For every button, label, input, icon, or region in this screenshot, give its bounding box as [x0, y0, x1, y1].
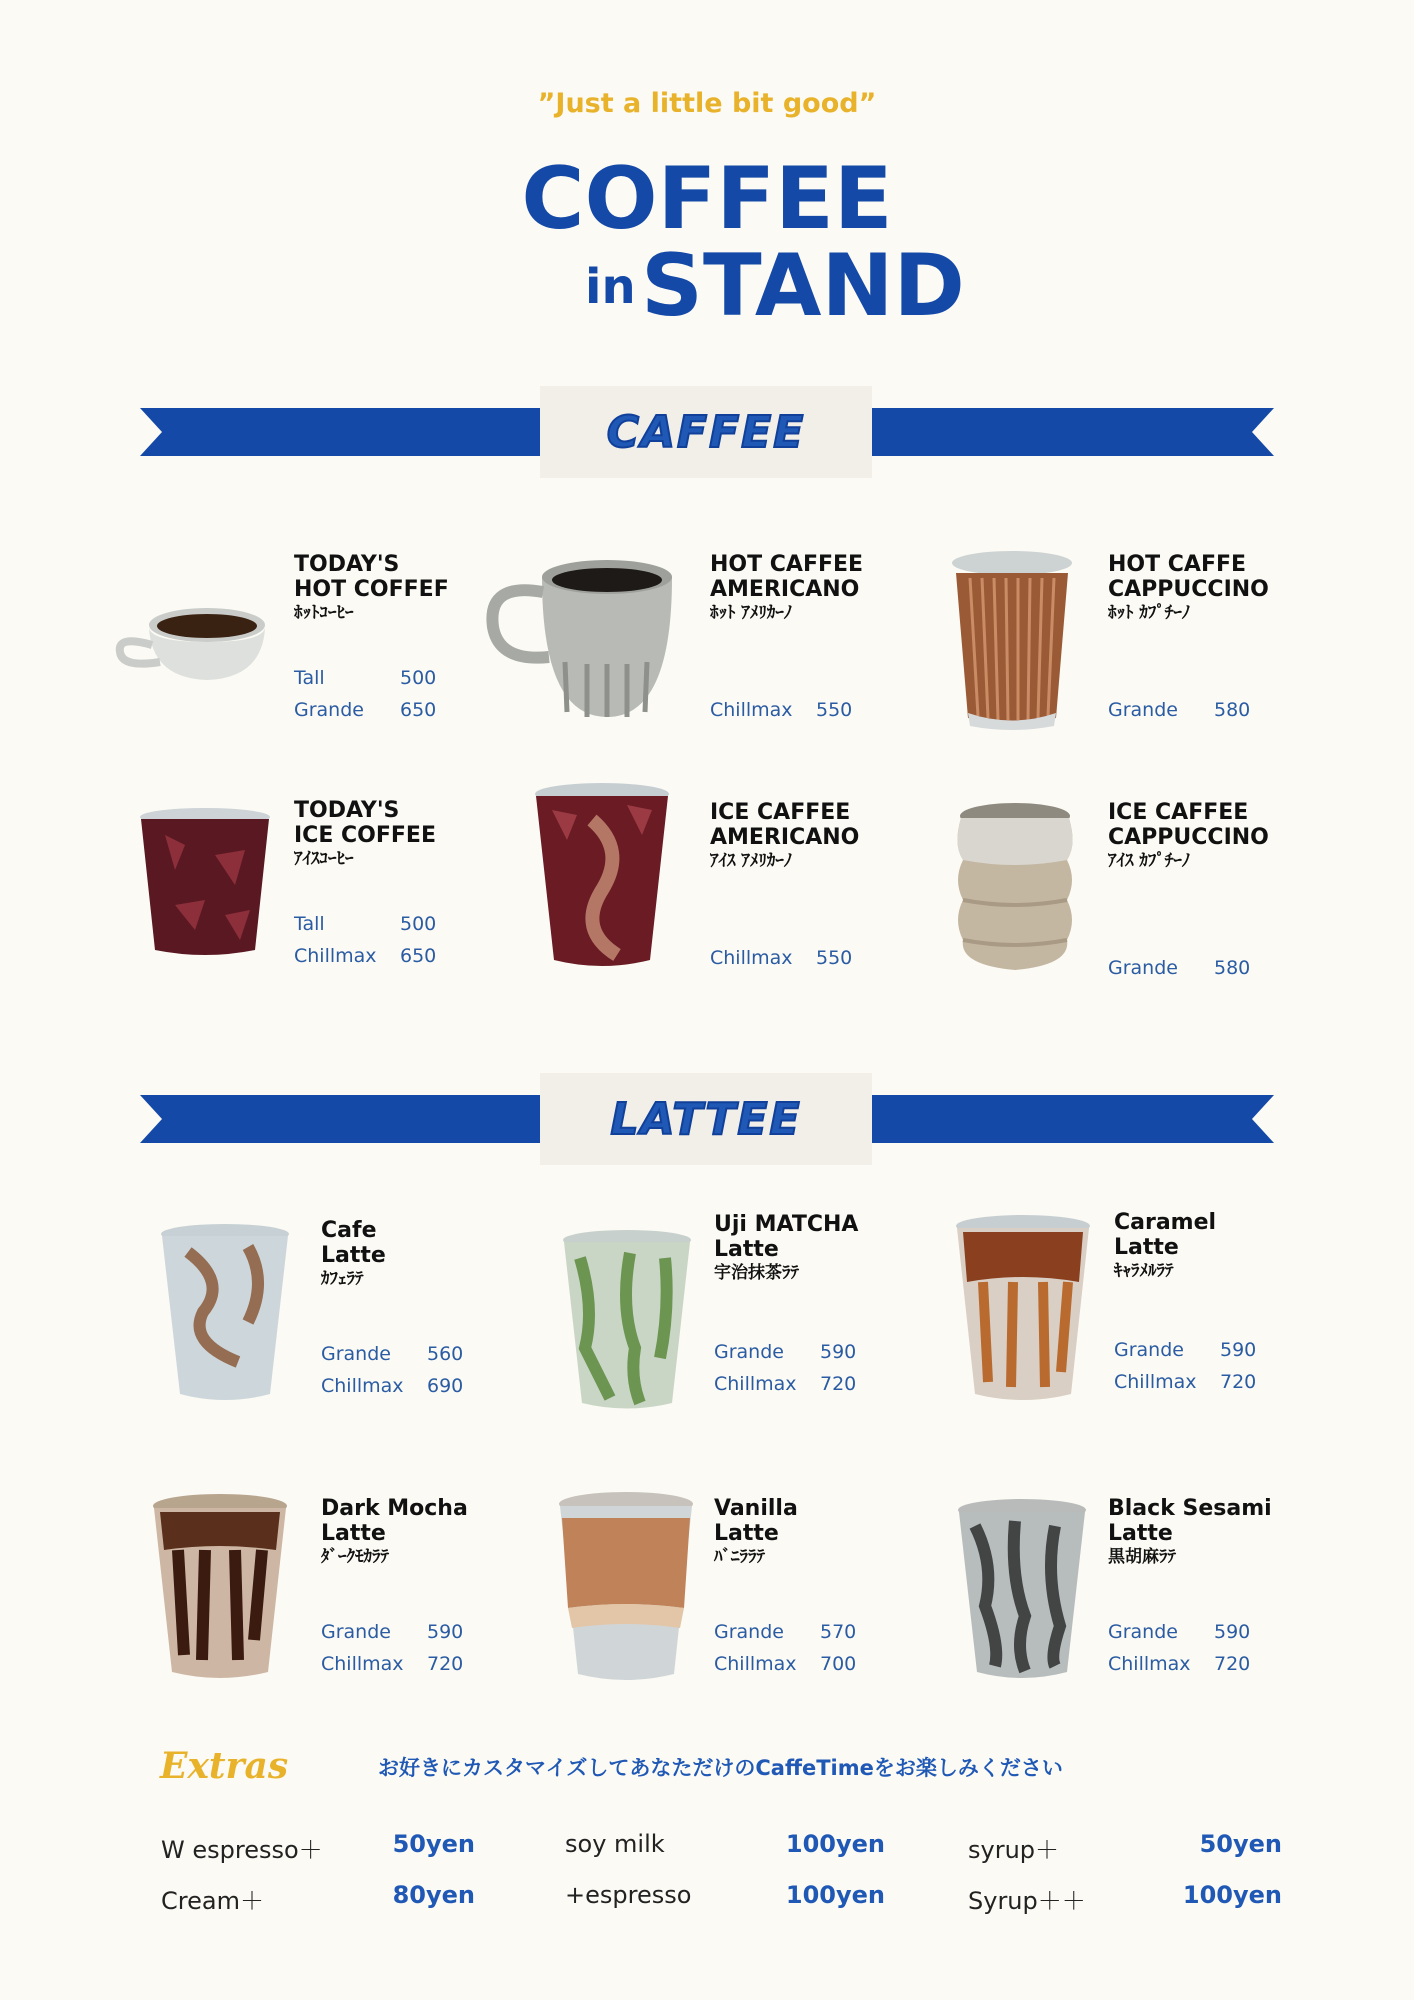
size-label: Tall — [294, 913, 325, 935]
size-label: Grande — [1114, 1339, 1184, 1361]
item-name-jp: ﾊﾞﾆﾗﾗﾃ — [714, 1547, 765, 1567]
size-label: Chillmax — [321, 1375, 404, 1397]
price-row — [1108, 694, 1278, 726]
caramel-latte-cup-icon — [953, 1212, 1093, 1408]
lattee-banner — [140, 1073, 1274, 1173]
size-label: Chillmax — [294, 945, 377, 967]
price-row — [1108, 952, 1278, 984]
vanilla-latte-cup-icon — [556, 1488, 696, 1688]
logo-line2: STAND — [641, 236, 965, 336]
item-name: HOT CAFFEE AMERICANO — [710, 552, 864, 602]
menu-item-todays-ice-coffee — [294, 798, 464, 972]
extra-name: W espresso＋ — [161, 1836, 323, 1864]
price-value: 550 — [816, 699, 853, 721]
price-value: 690 — [427, 1375, 464, 1397]
size-label: Grande — [1108, 957, 1178, 979]
extra-name: Syrup＋＋ — [968, 1887, 1086, 1915]
size-label: Grande — [1108, 1621, 1178, 1643]
size-label: Chillmax — [1114, 1371, 1197, 1393]
menu-item-ice-caffee-cappuccino — [1108, 800, 1278, 984]
extra-name: Cream＋ — [161, 1887, 264, 1915]
item-name-jp: ｱｲｽ ｱﾒﾘｶｰﾉ — [710, 851, 793, 871]
tagline: ”Just a little bit good” — [537, 88, 877, 119]
price-value: 560 — [427, 1343, 464, 1365]
price-value: 720 — [1220, 1371, 1257, 1393]
price-value: 700 — [820, 1653, 857, 1675]
extra-name: +espresso — [565, 1881, 692, 1909]
price-row — [294, 940, 464, 972]
mocha-latte-cup-icon — [150, 1490, 290, 1686]
menu-item-vanilla-latte — [714, 1496, 884, 1680]
iced-americano-cup-icon — [532, 780, 672, 974]
size-label: Chillmax — [710, 947, 793, 969]
menu-item-dark-mocha-latte — [321, 1496, 491, 1680]
price-row — [1114, 1366, 1284, 1398]
price-value: 500 — [400, 913, 437, 935]
price-value: 570 — [820, 1621, 857, 1643]
menu-item-caramel-latte — [1114, 1210, 1284, 1398]
price-value: 590 — [427, 1621, 464, 1643]
price-value: 650 — [400, 699, 437, 721]
size-label: Grande — [714, 1341, 784, 1363]
iced-coffee-cup-icon — [135, 805, 275, 964]
size-label: Grande — [1108, 699, 1178, 721]
item-name: Cafe Latte — [321, 1218, 386, 1268]
bubble-glass-icon — [955, 800, 1075, 979]
item-name: ICE CAFFEE CAPPUCCINO — [1108, 800, 1269, 850]
hot-coffee-cup-icon — [112, 590, 272, 694]
size-label: Grande — [321, 1621, 391, 1643]
extra-price: 50yen — [1199, 1830, 1282, 1858]
extras-title: Extras — [160, 1745, 289, 1787]
caffee-section-title: CAFFEE — [606, 406, 806, 458]
price-row — [710, 942, 880, 974]
sesame-latte-cup-icon — [955, 1496, 1090, 1686]
price-value: 720 — [427, 1653, 464, 1675]
price-row — [714, 1368, 884, 1400]
size-label: Grande — [321, 1343, 391, 1365]
item-name-jp: ﾎｯﾄ ｱﾒﾘｶｰﾉ — [710, 603, 793, 623]
item-name: Dark Mocha Latte — [321, 1496, 468, 1546]
price-row — [294, 908, 464, 940]
logo-line2-small: in — [585, 259, 636, 315]
price-value: 550 — [816, 947, 853, 969]
size-label: Grande — [714, 1621, 784, 1643]
item-name-jp: 黒胡麻ﾗﾃ — [1108, 1547, 1176, 1567]
logo-line1: COFFEE — [521, 149, 893, 249]
price-value: 720 — [1214, 1653, 1251, 1675]
menu-item-uji-matcha-latte — [714, 1212, 884, 1400]
size-label: Chillmax — [321, 1653, 404, 1675]
item-name-jp: ｶﾌｪﾗﾃ — [321, 1269, 364, 1289]
paper-cup-icon — [950, 548, 1075, 732]
caffee-banner — [140, 386, 1274, 486]
price-value: 580 — [1214, 957, 1251, 979]
item-name-jp: ｷｬﾗﾒﾙﾗﾃ — [1114, 1261, 1174, 1281]
item-name-jp: ｱｲｽｺｰﾋｰ — [294, 849, 354, 869]
extra-price: 100yen — [1182, 1881, 1282, 1909]
extras-note: お好きにカスタマイズしてあなただけのCaffeTimeをお楽しみください — [378, 1756, 1063, 1780]
item-name-jp: ﾀﾞｰｸﾓｶﾗﾃ — [321, 1547, 389, 1567]
size-label: Chillmax — [710, 699, 793, 721]
price-value: 590 — [820, 1341, 857, 1363]
price-value: 650 — [400, 945, 437, 967]
logo — [0, 148, 1414, 336]
price-row — [321, 1338, 491, 1370]
price-row — [1108, 1648, 1288, 1680]
extra-price: 80yen — [392, 1881, 475, 1909]
item-name: Caramel Latte — [1114, 1210, 1217, 1260]
item-name: HOT CAFFE CAPPUCCINO — [1108, 552, 1269, 602]
menu-item-ice-caffee-americano — [710, 800, 880, 974]
price-row — [714, 1336, 884, 1368]
price-value: 580 — [1214, 699, 1251, 721]
cafe-latte-cup-icon — [158, 1222, 293, 1408]
price-row — [714, 1648, 884, 1680]
item-name: TODAY'S ICE COFFEE — [294, 798, 436, 848]
lattee-section-title: LATTEE — [610, 1093, 802, 1145]
extra-name: syrup＋ — [968, 1836, 1060, 1864]
item-name-jp: ﾎｯﾄｺｰﾋｰ — [294, 603, 354, 623]
size-label: Grande — [294, 699, 364, 721]
price-row — [1108, 1616, 1288, 1648]
price-row — [321, 1648, 491, 1680]
price-row — [321, 1616, 491, 1648]
item-name: Vanilla Latte — [714, 1496, 798, 1546]
ceramic-mug-icon — [487, 552, 677, 726]
extra-name: soy milk — [565, 1830, 665, 1858]
size-label: Tall — [294, 667, 325, 689]
price-value: 590 — [1220, 1339, 1257, 1361]
size-label: Chillmax — [714, 1653, 797, 1675]
extra-price: 100yen — [785, 1881, 885, 1909]
price-row — [710, 694, 880, 726]
item-name: TODAY'S HOT COFFEF — [294, 552, 449, 602]
item-name: Uji MATCHA Latte — [714, 1212, 859, 1262]
size-label: Chillmax — [1108, 1653, 1191, 1675]
menu-item-hot-caffee-americano — [710, 552, 880, 726]
price-value: 590 — [1214, 1621, 1251, 1643]
price-row — [294, 694, 464, 726]
menu-item-black-sesami-latte — [1108, 1496, 1288, 1680]
price-row — [1114, 1334, 1284, 1366]
item-name: ICE CAFFEE AMERICANO — [710, 800, 860, 850]
item-name-jp: 宇治抹茶ﾗﾃ — [714, 1263, 799, 1283]
matcha-latte-cup-icon — [560, 1228, 695, 1417]
item-name-jp: ｱｲｽ ｶﾌﾟﾁｰﾉ — [1108, 851, 1191, 871]
price-value: 500 — [400, 667, 437, 689]
price-row — [294, 662, 464, 694]
price-row — [321, 1370, 491, 1402]
menu-item-cafe-latte — [321, 1218, 491, 1402]
size-label: Chillmax — [714, 1373, 797, 1395]
menu-item-todays-hot-coffee — [294, 552, 464, 726]
item-name-jp: ﾎｯﾄ ｶﾌﾟﾁｰﾉ — [1108, 603, 1191, 623]
item-name: Black Sesami Latte — [1108, 1496, 1272, 1546]
extra-price: 50yen — [392, 1830, 475, 1858]
price-value: 720 — [820, 1373, 857, 1395]
extra-price: 100yen — [785, 1830, 885, 1858]
price-row — [714, 1616, 884, 1648]
menu-item-hot-caffe-cappuccino — [1108, 552, 1278, 726]
